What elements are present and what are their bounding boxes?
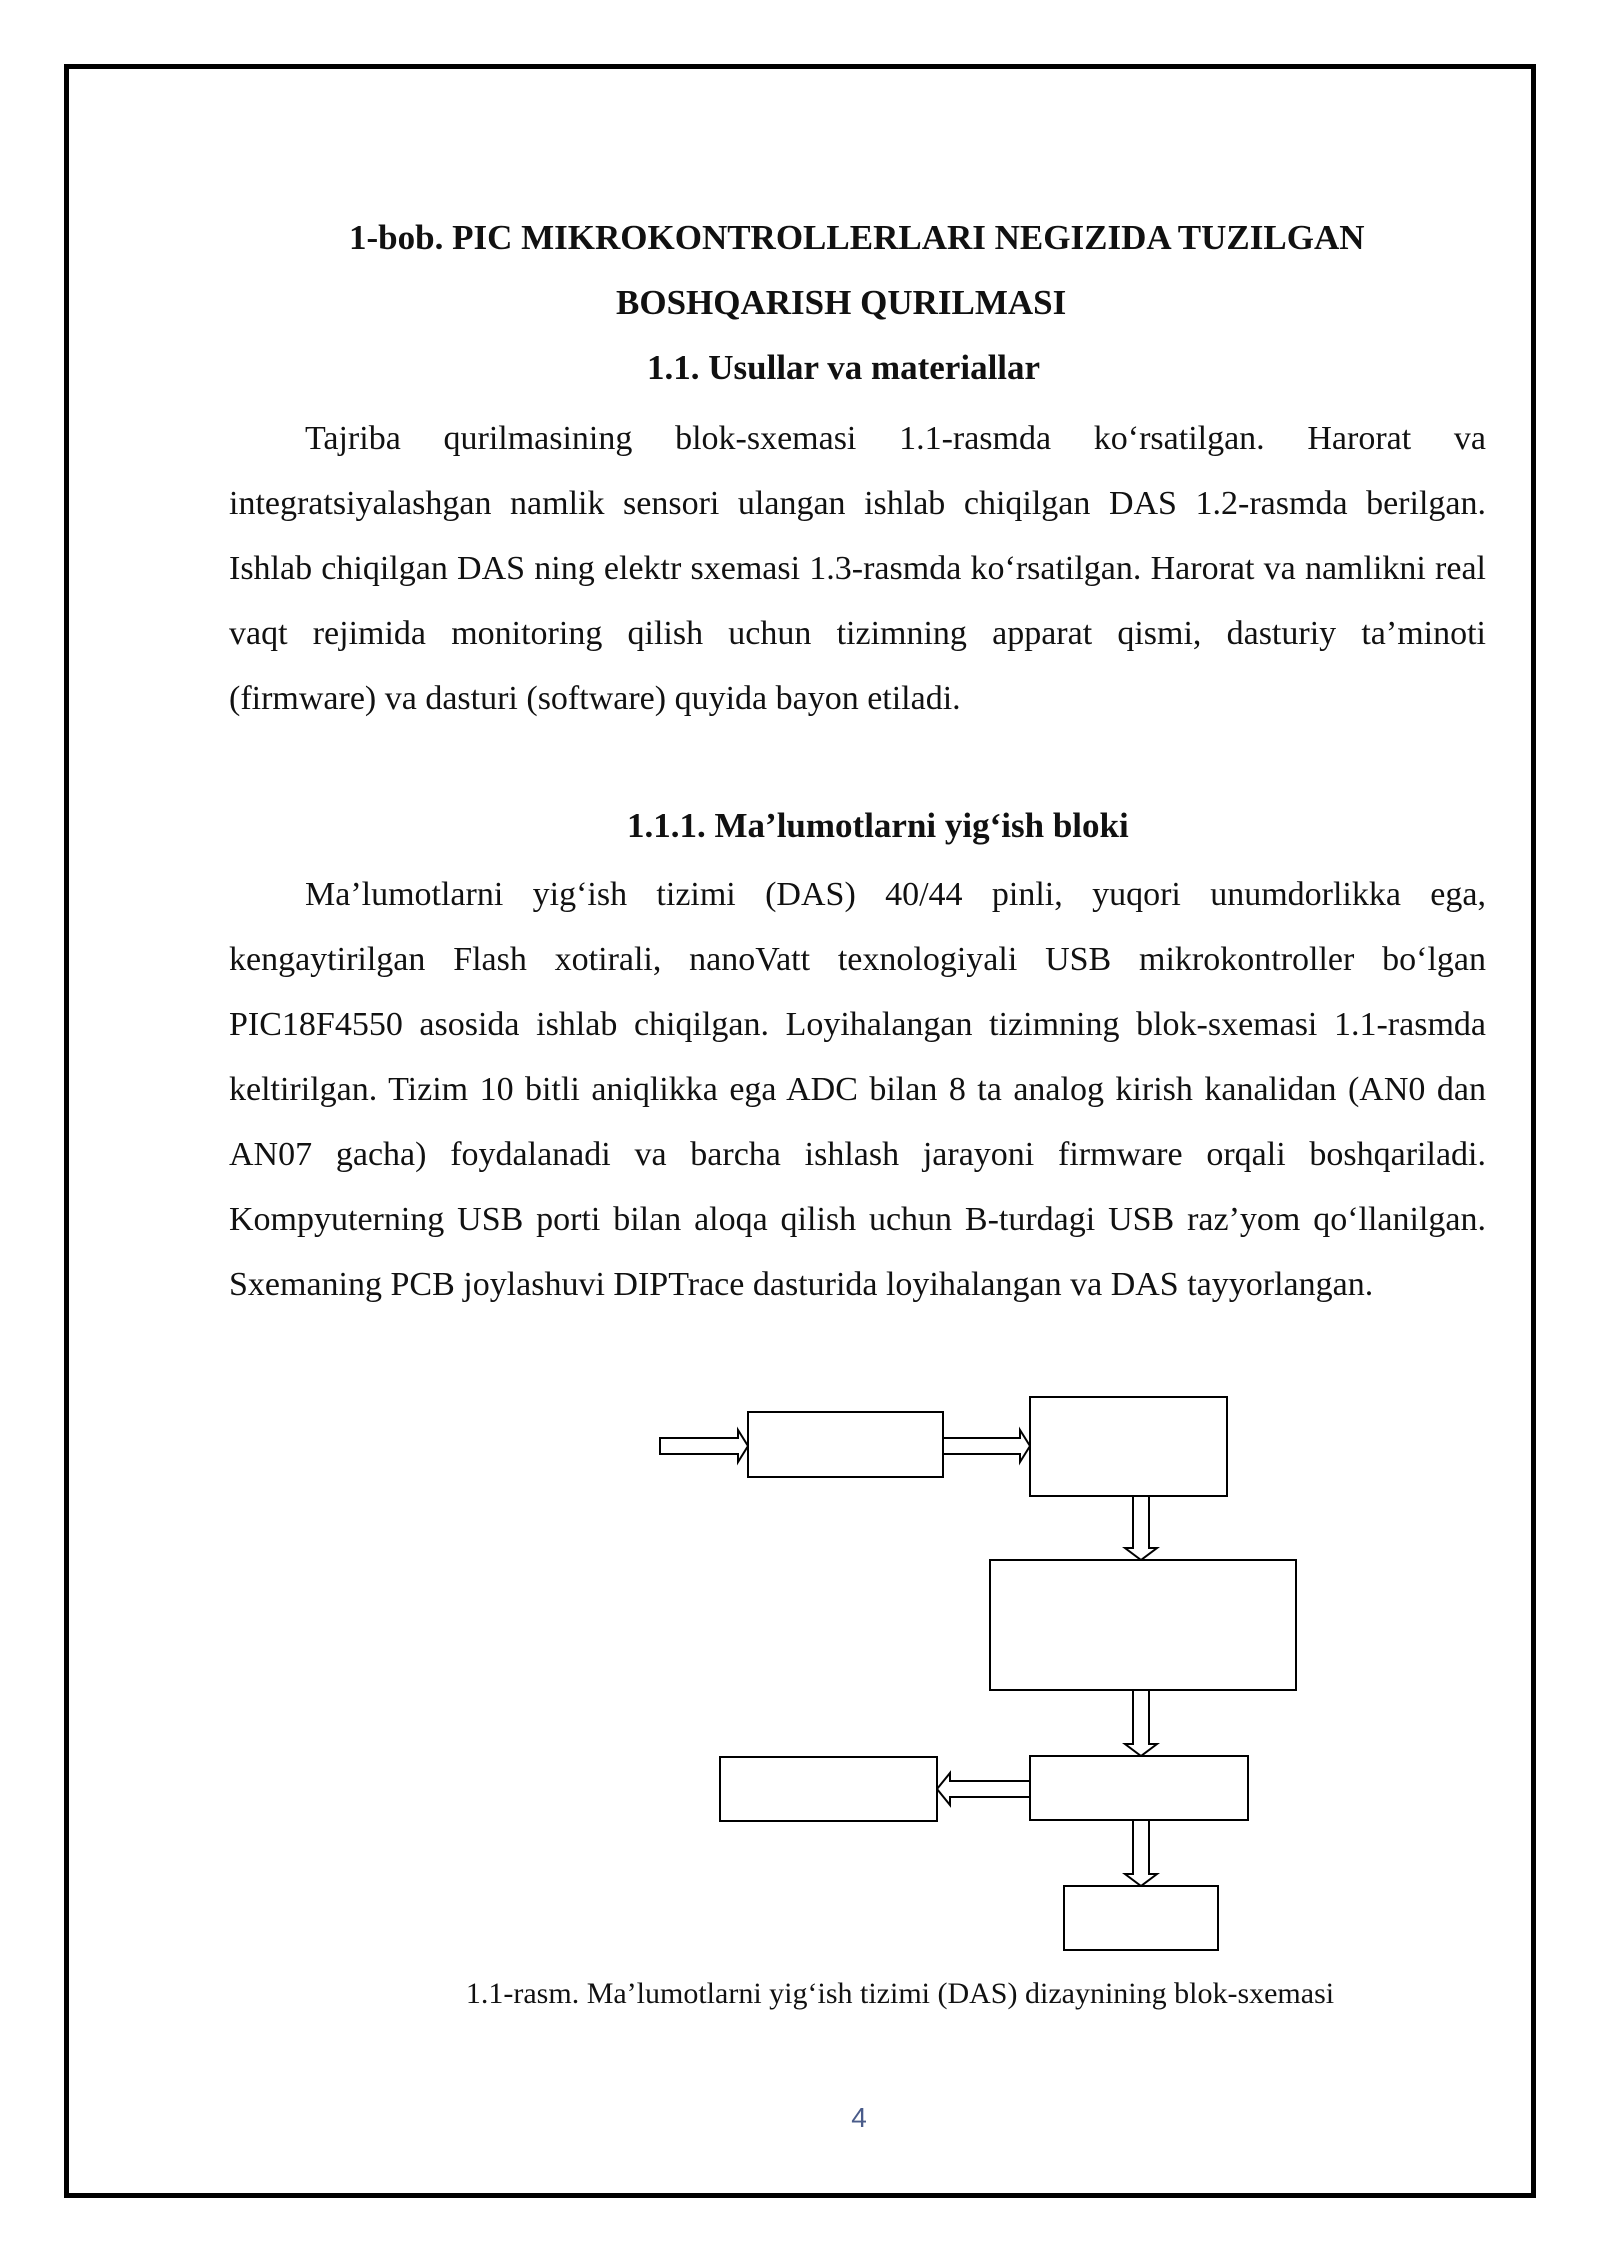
arrow-usb-to-pc [937,1773,1030,1805]
chapter-title-line1: 1-bob. PIC MIKROKONTROLLERLARI NEGIZIDA TUZILGAN [349,218,1365,257]
figure-caption: 1.1-rasm. Ma’lumotlarni yig‘ish tizimi (DAS) dizaynining blok-sxemasi [465,1977,1335,2010]
block-output [1064,1886,1218,1950]
chapter-title-line2: BOSHQARISH QURILMASI [616,283,1067,322]
section-title: 1.1. Usullar va materiallar [647,348,1041,387]
subsection-title: 1.1.1. Ma’lumotlarni yig‘ish bloki [627,806,1129,845]
block-usb [1030,1756,1248,1820]
section-paragraph: Tajriba qurilmasining blok-sxemasi 1.1-rasmda ko‘rsatilgan. Harorat va integratsiyalashgan namlik sensori ulangan ishlab chiqilgan DAS 1.2-rasmda berilgan. Ishlab chiqilgan DAS ning elektr sxemasi 1.3-rasmda ko‘rsatilgan. Harorat va namlikni real vaqt rejimida monitoring qilish uchun tizimning apparat qismi, dasturiy ta’minoti (firmware) va dasturi (software) quyida bayon etiladi. [229,420,1486,717]
subsection-paragraph: Ma’lumotlarni yig‘ish tizimi (DAS) 40/44 pinli, yuqori unumdorlikka ega, kengaytirilgan Flash xotirali, nanoVatt texnologiyali USB mikrokontroller bo‘lgan PIC18F4550 asosida ishlab chiqilgan. Loyihalangan tizimning blok-sxemasi 1.1-rasmda keltirilgan. Tizim 10 bitli aniqlikka ega ADC bilan 8 ta analog kirish kanalidan (AN0 dan AN07 gacha) foydalanadi va barcha ishlash jarayoni firmware orqali boshqariladi. Kompyuterning USB porti bilan aloqa qilish uchun B-turdagi USB raz’yom qo‘llanilgan. Sxemaning PCB joylashuvi DIPTrace dasturida loyihalangan va DAS tayyorlangan. [229,876,1486,1303]
block-signal [1030,1397,1227,1496]
block-pc [720,1757,937,1821]
arrow-usb-to-output [1125,1820,1157,1886]
block-microcontroller [990,1560,1296,1690]
block-sensor [748,1412,943,1477]
arrow-mcu-to-usb [1125,1690,1157,1756]
page-number: 4 [851,2102,867,2133]
arrow-block2-to-mcu [1125,1496,1157,1560]
arrow-sensor-to-block2 [943,1430,1030,1462]
input-arrow [660,1430,748,1462]
